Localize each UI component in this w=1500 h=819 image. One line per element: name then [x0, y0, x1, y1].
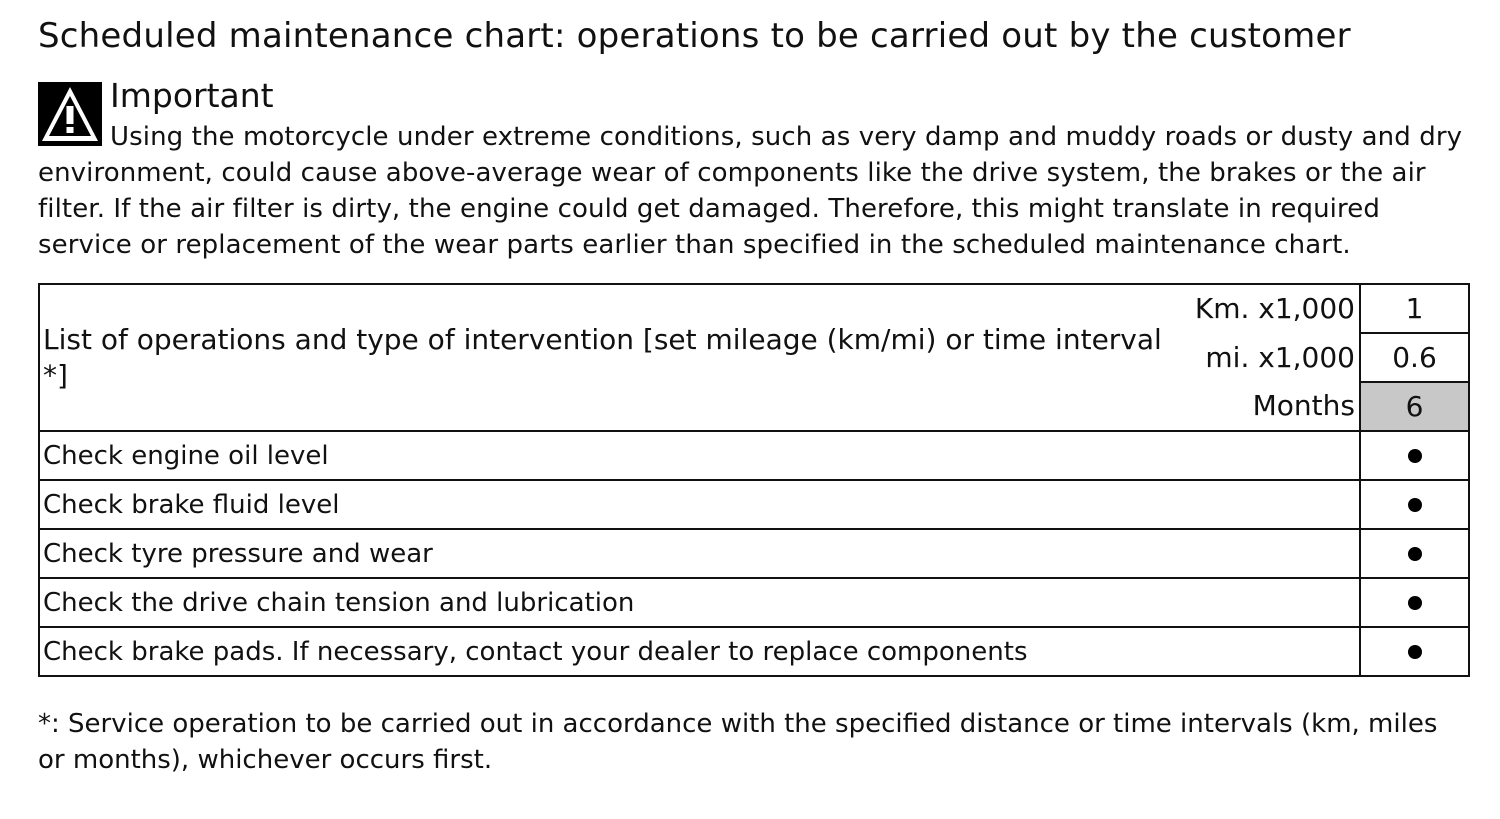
important-text: Using the motorcycle under extreme conditions, such as very damp and muddy roads or dusty and dry environment, could cause above-average wear of components like the drive system, the brakes or the air filter. If the air filter is dirty, the engine could get damaged. Therefore, this might translate in required service or replacement of the wear parts earlier than specified in the scheduled maintenance chart. [38, 122, 1463, 260]
operation-mark [1360, 529, 1469, 578]
header-row-km [39, 284, 1469, 333]
operation-label: Check tyre pressure and wear [39, 529, 1360, 578]
maintenance-table [38, 283, 1470, 677]
page-title: Scheduled maintenance chart: operations to be carried out by the customer [38, 16, 1351, 56]
operation-mark [1360, 480, 1469, 529]
dot-icon [1408, 645, 1422, 659]
mi-value: 0.6 [1360, 333, 1469, 382]
operation-mark [1360, 627, 1469, 676]
important-heading: Important [110, 76, 274, 115]
km-label: Km. x1,000 [1179, 284, 1360, 333]
dot-icon [1408, 547, 1422, 561]
operation-label: Check brake fluid level [39, 480, 1360, 529]
mi-label: mi. x1,000 [1179, 333, 1360, 382]
operation-label: Check engine oil level [39, 431, 1360, 480]
operation-mark [1360, 431, 1469, 480]
operation-label: Check the drive chain tension and lubrication [39, 578, 1360, 627]
months-label: Months [1179, 382, 1360, 431]
table-row [39, 627, 1469, 676]
dot-icon [1408, 596, 1422, 610]
dot-icon [1408, 498, 1422, 512]
table-row [39, 431, 1469, 480]
header-description: List of operations and type of intervention [set mileage (km/mi) or time interval *] [39, 284, 1179, 431]
km-value: 1 [1360, 284, 1469, 333]
operation-label: Check brake pads. If necessary, contact your dealer to replace components [39, 627, 1360, 676]
table-row [39, 480, 1469, 529]
footnote: *: Service operation to be carried out in accordance with the specified distance or time intervals (km, miles or months), whichever occurs first. [38, 709, 1438, 775]
table-row [39, 529, 1469, 578]
months-value: 6 [1360, 382, 1469, 431]
dot-icon [1408, 449, 1422, 463]
table-row [39, 578, 1469, 627]
operation-mark [1360, 578, 1469, 627]
